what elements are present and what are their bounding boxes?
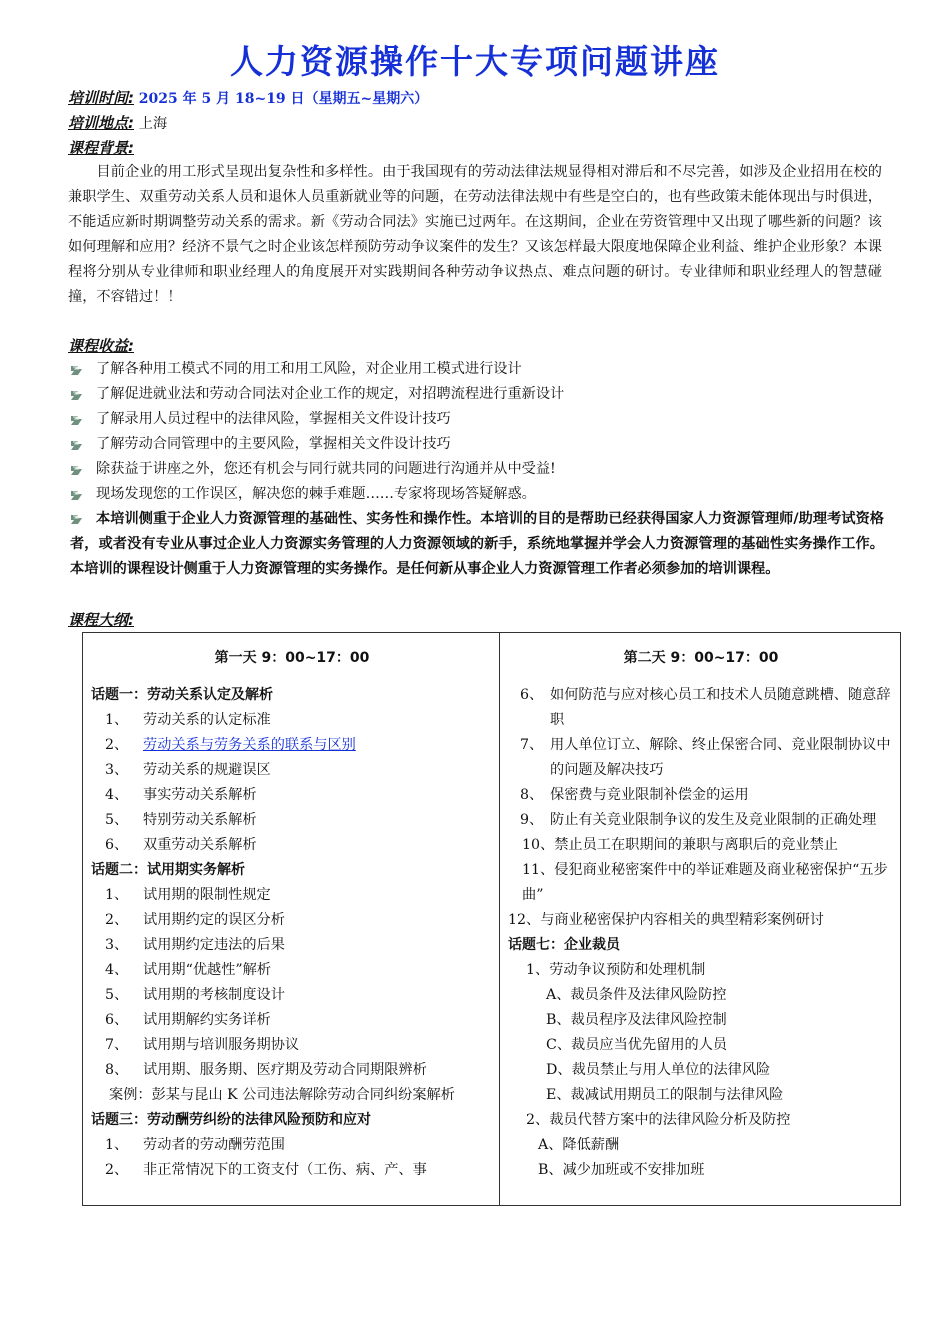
course-benefits-heading <box>68 334 134 359</box>
topic-heading: 话题一：劳动关系认定及解析 <box>91 687 273 703</box>
benefit-text: 除获益于讲座之外，您还有机会与同行就共同的问题进行沟通并从中受益! <box>96 461 556 477</box>
outline-item: 9、 防止有关竞业限制争议的发生及竞业限制的正确处理 <box>520 812 877 828</box>
outline-item: 1、 试用期的限制性规定 <box>105 887 271 903</box>
benefit-item <box>70 432 884 457</box>
benefit-item <box>70 407 884 432</box>
day1-column <box>83 633 500 1206</box>
topic-heading: 话题七：企业裁员 <box>508 937 620 953</box>
topic-heading: 话题三：劳动酬劳纠纷的法律风险预防和应对 <box>91 1112 371 1128</box>
outline-item: 5、 试用期的考核制度设计 <box>105 987 285 1003</box>
course-background-heading <box>68 136 134 161</box>
training-place-value: 上海 <box>138 116 168 132</box>
course-background-label: 课程背景: <box>68 139 134 157</box>
day2-header: 第二天 9：00~17：00 <box>623 650 779 666</box>
bullet-icon <box>70 513 86 525</box>
benefit-text: 了解促进就业法和劳动合同法对企业工作的规定，对招聘流程进行重新设计 <box>96 386 565 402</box>
training-place-label: 培训地点: <box>68 114 134 132</box>
outline-item: 1、 劳动关系的认定标准 <box>105 712 271 728</box>
outline-subitem: A、降低薪酬 <box>538 1137 620 1153</box>
benefit-item <box>70 482 884 507</box>
outline-link[interactable]: 劳动关系与劳务关系的联系与区别 <box>143 737 356 753</box>
case-study: 案例：彭某与昆山 K 公司违法解除劳动合同纠纷案解析 <box>109 1087 455 1103</box>
bullet-icon <box>70 414 86 426</box>
outline-item: 6、 如何防范与应对核心员工和技术人员随意跳槽、随意辞职 <box>520 687 891 728</box>
course-outline-label: 课程大纲: <box>68 611 134 629</box>
outline-item: 6、 试用期解约实务详析 <box>105 1012 271 1028</box>
bullet-icon <box>70 439 86 451</box>
training-time-row <box>68 86 428 112</box>
outline-section: 1、劳动争议预防和处理机制 <box>526 962 706 978</box>
benefit-summary <box>70 507 884 582</box>
outline-item: 1、 劳动者的劳动酬劳范围 <box>105 1137 285 1153</box>
outline-item: 8、 试用期、服务期、医疗期及劳动合同期限辨析 <box>105 1062 427 1078</box>
benefit-item <box>70 457 884 482</box>
bullet-icon <box>70 389 86 401</box>
outline-item: 7、 用人单位订立、解除、终止保密合同、竞业限制协议中的问题及解决技巧 <box>520 737 891 778</box>
outline-item: 5、 特别劳动关系解析 <box>105 812 257 828</box>
outline-item: 2、 非正常情况下的工资支付（工伤、病、产、事 <box>105 1162 427 1178</box>
course-background-text: 目前企业的用工形式呈现出复杂性和多样性。由于我国现有的劳动法律法规显得相对滞后和不尽完善，如涉及企业招用在校的兼职学生、双重劳动关系人员和退休人员重新就业等的问题，在劳动法律法规中有些是空白的，也有些政策未能体现出与时俱进，不能适应新时期调整劳动关系的需求。新《劳动合同法》实施已过两年。在这期间，企业在劳资管理中又出现了哪些新的问题？该如何理解和应用？经济不景气之时企业该怎样预防劳动争议案件的发生？又该怎样最大限度地保障企业利益、维护企业形象？本课程将分别从专业律师和职业经理人的角度展开对实践期间各种劳动争议热点、难点问题的研讨。专业律师和职业经理人的智慧碰撞，不容错过！！ <box>68 164 882 305</box>
benefit-text: 了解录用人员过程中的法律风险，掌握相关文件设计技巧 <box>96 411 451 427</box>
benefit-text: 了解劳动合同管理中的主要风险，掌握相关文件设计技巧 <box>96 436 451 452</box>
outline-section: 2、裁员代替方案中的法律风险分析及防控 <box>526 1112 791 1128</box>
training-time-value: 2025 年 5 月 18~19 日（星期五~星期六） <box>138 91 429 107</box>
outline-subitem: D、裁员禁止与用人单位的法律风险 <box>546 1062 771 1078</box>
outline-item: 2、 试用期约定的误区分析 <box>105 912 285 928</box>
benefit-item <box>70 357 884 382</box>
outline-item: 3、 试用期约定违法的后果 <box>105 937 285 953</box>
topic-heading: 话题二：试用期实务解析 <box>91 862 245 878</box>
bullet-icon <box>70 464 86 476</box>
outline-subitem: B、减少加班或不安排加班 <box>538 1162 705 1178</box>
course-outline-heading <box>68 608 134 633</box>
outline-item: 2、 劳动关系与劳务关系的联系与区别 <box>105 737 356 753</box>
outline-item: 4、 事实劳动关系解析 <box>105 787 257 803</box>
training-place-row <box>68 111 167 137</box>
outline-item: 10、禁止员工在职期间的兼职与离职后的竞业禁止 <box>522 837 838 853</box>
outline-item: 11、侵犯商业秘密案件中的举证难题及商业秘密保护“五步曲” <box>522 862 888 903</box>
training-time-label: 培训时间: <box>68 89 134 107</box>
bullet-icon <box>70 364 86 376</box>
day2-column <box>500 633 901 1206</box>
outline-subitem: C、裁员应当优先留用的人员 <box>546 1037 728 1053</box>
outline-table <box>82 632 901 1206</box>
course-benefits-label: 课程收益: <box>68 337 134 355</box>
bullet-icon <box>70 489 86 501</box>
benefits-list <box>70 357 884 582</box>
benefit-item <box>70 382 884 407</box>
outline-subitem: A、裁员条件及法律风险防控 <box>546 987 727 1003</box>
outline-item: 6、 双重劳动关系解析 <box>105 837 257 853</box>
outline-subitem: E、裁减试用期员工的限制与法律风险 <box>546 1087 784 1103</box>
outline-subitem: B、裁员程序及法律风险控制 <box>546 1012 727 1028</box>
benefit-summary-text: 本培训侧重于企业人力资源管理的基础性、实务性和操作性。本培训的目的是帮助已经获得国家人力资源管理师/助理考试资格者，或者没有专业从事过企业人力资源实务管理的人力资源领域的新手，系统地掌握并学会人力资源管理的基础性实务操作工作。本培训的课程设计侧重于人力资源管理的实务操作。是任何新从事企业人力资源管理工作者必须参加的培训课程。 <box>70 511 884 577</box>
day1-header: 第一天 9：00~17：00 <box>214 650 370 666</box>
outline-item: 3、 劳动关系的规避误区 <box>105 762 271 778</box>
outline-item: 4、 试用期“优越性”解析 <box>105 962 272 978</box>
outline-item: 7、 试用期与培训服务期协议 <box>105 1037 300 1053</box>
benefit-text: 了解各种用工模式不同的用工和用工风险，对企业用工模式进行设计 <box>96 361 522 377</box>
outline-item: 8、 保密费与竞业限制补偿金的运用 <box>520 787 749 803</box>
outline-item: 12、与商业秘密保护内容相关的典型精彩案例研讨 <box>508 912 824 928</box>
benefit-text: 现场发现您的工作误区，解决您的棘手难题……专家将现场答疑解惑。 <box>96 486 536 502</box>
page-title: 人力资源操作十大专项问题讲座 <box>230 42 720 81</box>
